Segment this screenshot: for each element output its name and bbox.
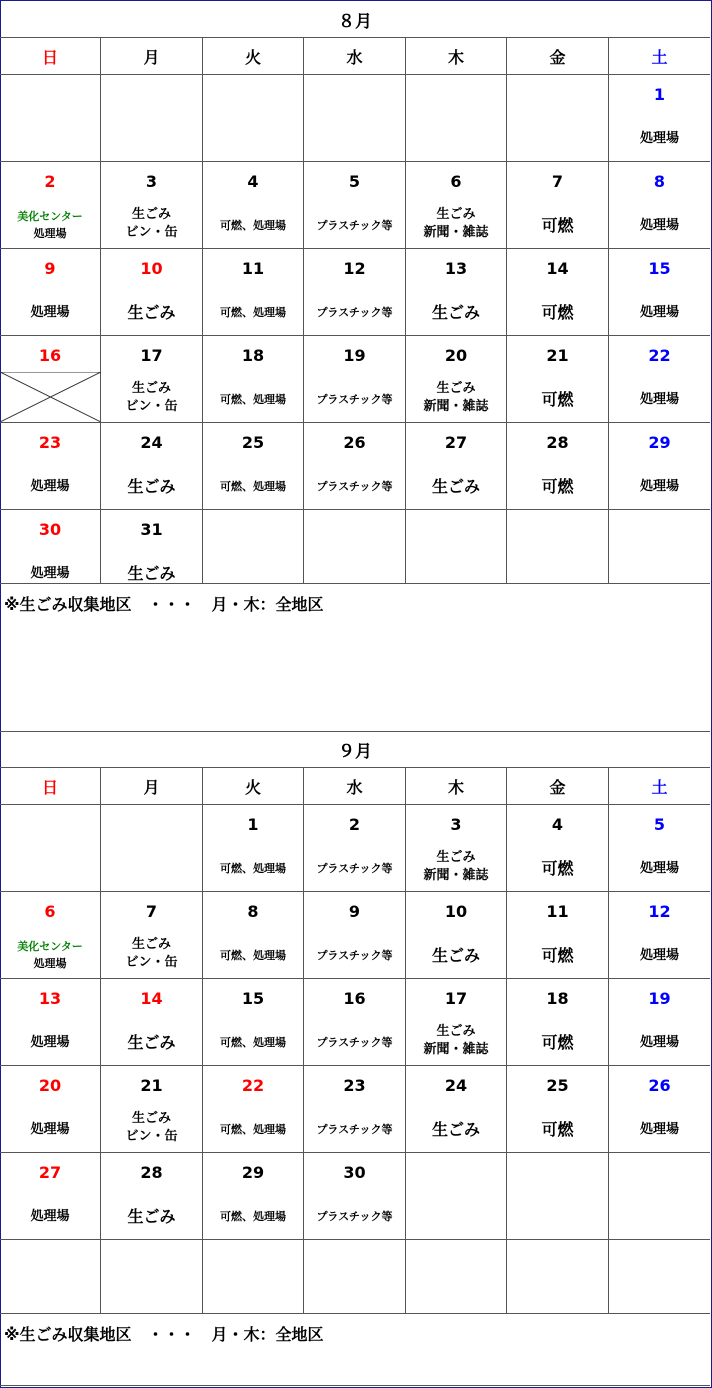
collection-label: 生ごみ	[127, 477, 176, 496]
day-number: 29	[241, 1163, 265, 1182]
august-calendar	[0, 1, 710, 732]
collection-label: プラスチック等	[316, 219, 393, 232]
collection-label: 可燃、処理場	[220, 219, 286, 232]
collection-label: 生ごみ	[436, 1024, 476, 1039]
day-number: 3	[145, 172, 158, 191]
calendar-grid	[0, 768, 710, 1314]
collection-label: プラスチック等	[316, 306, 393, 319]
collection-label: 可燃、処理場	[220, 1123, 286, 1136]
day-number: 13	[444, 259, 468, 278]
collection-label: 可燃	[541, 477, 574, 496]
collection-label: 可燃	[541, 303, 574, 322]
collection-label: ビン・缶	[125, 399, 178, 414]
day-number: 31	[140, 520, 163, 539]
day-cell	[203, 249, 304, 336]
collection-label: 処理場	[639, 1035, 679, 1050]
collection-label: 新聞・雑誌	[423, 1042, 489, 1057]
day-number: 4	[247, 172, 259, 191]
day-number: 12	[648, 902, 671, 921]
day-number: 8	[247, 902, 259, 921]
collection-label: 可燃	[541, 946, 574, 965]
day-cell	[507, 162, 609, 249]
day-cell	[101, 336, 203, 423]
day-cell	[304, 336, 406, 423]
day-cell	[0, 75, 101, 162]
weekday-header: 水	[304, 768, 406, 805]
day-cell	[304, 979, 406, 1066]
day-number: 5	[348, 172, 361, 191]
weekday-header: 月	[101, 38, 203, 75]
day-number: 8	[653, 172, 666, 191]
day-cell	[507, 1153, 609, 1240]
weekday-header: 水	[304, 38, 406, 75]
day-number: 30	[343, 1163, 366, 1182]
day-cell	[609, 336, 710, 423]
collection-label: 処理場	[30, 1122, 70, 1137]
day-cell	[609, 979, 710, 1066]
day-cell	[0, 423, 101, 510]
day-cell	[609, 75, 710, 162]
day-cell	[406, 423, 507, 510]
day-cell	[203, 1153, 304, 1240]
collection-label: プラスチック等	[316, 949, 393, 962]
day-number: 16	[343, 989, 366, 1008]
collection-label: ビン・缶	[125, 225, 178, 240]
day-number: 20	[38, 1076, 62, 1095]
collection-label: 処理場	[639, 131, 679, 146]
day-number: 4	[551, 815, 564, 834]
collection-label: 処理場	[639, 392, 679, 407]
day-cell	[0, 892, 101, 979]
collection-label: プラスチック等	[316, 480, 393, 493]
day-number: 2	[348, 815, 361, 834]
day-cell	[406, 75, 507, 162]
collection-label: プラスチック等	[316, 1036, 393, 1049]
day-cell	[101, 1066, 203, 1153]
collection-label: 生ごみ	[436, 381, 476, 396]
collection-label: 新聞・雑誌	[423, 399, 489, 414]
day-number: 6	[44, 902, 56, 921]
collection-area-note: ※生ごみ収集地区 ・・・ 月・木：全地区	[0, 584, 710, 732]
collection-label: 可燃、処理場	[220, 1036, 286, 1049]
collection-label: 処理場	[639, 861, 679, 876]
day-number: 15	[648, 259, 671, 278]
day-number: 24	[140, 433, 163, 452]
collection-label: 処理場	[639, 218, 679, 233]
collection-label: 可燃、処理場	[220, 862, 286, 875]
day-cell	[304, 162, 406, 249]
collection-label: プラスチック等	[316, 1210, 393, 1223]
day-number: 28	[546, 433, 569, 452]
collection-label: 生ごみ	[131, 1111, 171, 1126]
day-cell	[0, 805, 101, 892]
day-number: 26	[343, 433, 366, 452]
day-number: 23	[343, 1076, 366, 1095]
day-number: 5	[653, 815, 666, 834]
day-cell	[101, 892, 203, 979]
collection-label: 生ごみ	[431, 303, 480, 322]
day-number: 26	[648, 1076, 671, 1095]
day-number: 30	[38, 520, 62, 539]
day-number: 25	[241, 433, 265, 452]
day-number: 15	[241, 989, 265, 1008]
day-cell	[406, 1153, 507, 1240]
day-cell	[101, 75, 203, 162]
day-cell	[406, 805, 507, 892]
day-cell	[507, 979, 609, 1066]
day-cell	[609, 423, 710, 510]
collection-label: 処理場	[30, 1209, 70, 1224]
day-cell	[609, 249, 710, 336]
collection-label: 可燃、処理場	[220, 949, 286, 962]
weekday-header: 月	[101, 768, 203, 805]
collection-label: プラスチック等	[316, 862, 393, 875]
day-number: 1	[653, 85, 666, 104]
collection-label: 生ごみ	[431, 477, 480, 496]
day-cell	[304, 510, 406, 584]
collection-label: プラスチック等	[316, 1123, 393, 1136]
weekday-header: 日	[0, 768, 101, 805]
collection-label: 生ごみ	[431, 1120, 480, 1139]
day-number: 28	[140, 1163, 163, 1182]
day-number: 18	[546, 989, 569, 1008]
collection-label: 可燃	[541, 390, 574, 409]
day-cell	[0, 1240, 101, 1314]
collection-label: 処理場	[30, 479, 70, 494]
day-cell	[507, 1240, 609, 1314]
day-number: 14	[140, 989, 163, 1008]
day-cell	[203, 979, 304, 1066]
day-cell	[304, 423, 406, 510]
collection-label: 可燃	[541, 859, 574, 878]
day-cell	[507, 249, 609, 336]
day-cell	[609, 510, 710, 584]
day-cell	[101, 1153, 203, 1240]
day-cell	[203, 75, 304, 162]
collection-label: 処理場	[30, 566, 70, 581]
day-number: 9	[44, 259, 56, 278]
day-number: 27	[444, 433, 468, 452]
weekday-header: 金	[507, 38, 609, 75]
collection-label: 生ごみ	[127, 564, 176, 583]
day-cell	[304, 805, 406, 892]
day-cell	[101, 249, 203, 336]
day-number: 17	[444, 989, 468, 1008]
collection-label: 処理場	[33, 227, 67, 240]
collection-label: プラスチック等	[316, 393, 393, 406]
day-number: 16	[38, 346, 62, 365]
day-number: 19	[648, 989, 671, 1008]
day-number: 27	[38, 1163, 62, 1182]
collection-label: 処理場	[33, 957, 67, 970]
collection-label: 生ごみ	[431, 946, 480, 965]
day-number: 29	[648, 433, 671, 452]
day-cell	[507, 75, 609, 162]
day-number: 10	[444, 902, 468, 921]
day-cell	[406, 162, 507, 249]
day-number: 25	[546, 1076, 569, 1095]
day-number: 21	[546, 346, 569, 365]
weekday-header: 木	[406, 38, 507, 75]
collection-label: 可燃、処理場	[220, 1210, 286, 1223]
day-cell	[304, 892, 406, 979]
day-cell	[101, 1240, 203, 1314]
day-number: 23	[38, 433, 62, 452]
collection-label: 処理場	[639, 305, 679, 320]
collection-label: 生ごみ	[131, 381, 171, 396]
day-cell	[101, 423, 203, 510]
collection-label: 可燃	[541, 216, 574, 235]
day-number: 19	[343, 346, 366, 365]
collection-label: ビン・缶	[125, 1129, 178, 1144]
day-cell	[609, 805, 710, 892]
day-number: 10	[140, 259, 163, 278]
day-cell	[406, 1066, 507, 1153]
collection-label: 新聞・雑誌	[423, 225, 489, 240]
day-cell	[0, 979, 101, 1066]
collection-label: 処理場	[639, 948, 679, 963]
day-cell	[0, 162, 101, 249]
day-cell	[0, 1153, 101, 1240]
day-number: 24	[444, 1076, 468, 1095]
day-number: 14	[546, 259, 569, 278]
collection-label: 可燃	[541, 1033, 574, 1052]
weekday-header: 土	[609, 768, 710, 805]
day-cell	[406, 336, 507, 423]
day-cell	[0, 1066, 101, 1153]
day-cell	[304, 1066, 406, 1153]
collection-label: 美化センター	[17, 940, 83, 953]
day-cell	[203, 336, 304, 423]
day-cell	[203, 1066, 304, 1153]
day-cell	[609, 1153, 710, 1240]
day-cell	[507, 510, 609, 584]
day-cell	[507, 805, 609, 892]
day-cell	[0, 510, 101, 584]
day-number: 18	[241, 346, 265, 365]
weekday-header: 木	[406, 768, 507, 805]
collection-label: 生ごみ	[127, 1033, 176, 1052]
day-cell	[507, 1066, 609, 1153]
collection-label: 処理場	[639, 1122, 679, 1137]
day-number: 17	[140, 346, 163, 365]
weekday-header: 火	[203, 768, 304, 805]
day-cell	[101, 162, 203, 249]
collection-label: 生ごみ	[131, 937, 171, 952]
collection-label: 可燃、処理場	[220, 480, 286, 493]
day-cell	[304, 75, 406, 162]
day-number: 20	[444, 346, 468, 365]
month-title: ９月	[0, 731, 710, 768]
day-cell	[101, 510, 203, 584]
day-cell	[507, 892, 609, 979]
weekday-header: 土	[609, 38, 710, 75]
day-cell	[203, 510, 304, 584]
cross-mark-icon	[0, 372, 101, 422]
day-cell	[304, 249, 406, 336]
day-cell	[203, 1240, 304, 1314]
collection-label: 処理場	[639, 479, 679, 494]
collection-label: 生ごみ	[127, 303, 176, 322]
day-cell	[507, 423, 609, 510]
collection-label: 可燃	[541, 1120, 574, 1139]
day-number: 1	[247, 815, 259, 834]
day-cell	[406, 892, 507, 979]
day-cell	[304, 1240, 406, 1314]
day-number: 2	[44, 172, 56, 191]
collection-label: ビン・缶	[125, 955, 178, 970]
day-number: 11	[241, 259, 265, 278]
collection-label: 生ごみ	[436, 207, 476, 222]
month-title: ８月	[0, 1, 710, 38]
day-number: 22	[648, 346, 671, 365]
day-cell	[406, 1240, 507, 1314]
day-number: 7	[145, 902, 158, 921]
day-cell	[203, 423, 304, 510]
weekday-header: 日	[0, 38, 101, 75]
day-cell	[406, 249, 507, 336]
day-cell	[609, 1240, 710, 1314]
day-number: 11	[546, 902, 569, 921]
day-cell	[203, 892, 304, 979]
collection-label: 美化センター	[17, 210, 83, 223]
day-cell	[609, 1066, 710, 1153]
day-cell	[507, 336, 609, 423]
day-cell	[406, 510, 507, 584]
day-number: 3	[450, 815, 462, 834]
collection-label: 生ごみ	[127, 1207, 176, 1226]
day-cell	[304, 1153, 406, 1240]
weekday-header: 金	[507, 768, 609, 805]
day-number: 13	[38, 989, 62, 1008]
collection-label: 処理場	[30, 1035, 70, 1050]
collection-label: 可燃、処理場	[220, 393, 286, 406]
day-number: 9	[348, 902, 361, 921]
day-cell	[0, 249, 101, 336]
collection-label: 可燃、処理場	[220, 306, 286, 319]
day-cell	[406, 979, 507, 1066]
day-cell	[203, 162, 304, 249]
calendar-grid	[0, 38, 710, 584]
collection-label: 生ごみ	[131, 207, 171, 222]
collection-label: 新聞・雑誌	[423, 868, 489, 883]
day-cell	[101, 979, 203, 1066]
day-cell	[101, 805, 203, 892]
day-number: 7	[551, 172, 564, 191]
day-number: 22	[241, 1076, 265, 1095]
day-cell	[203, 805, 304, 892]
weekday-header: 火	[203, 38, 304, 75]
collection-label: 生ごみ	[436, 850, 476, 865]
day-number: 21	[140, 1076, 163, 1095]
collection-area-note: ※生ごみ収集地区 ・・・ 月・木：全地区	[0, 1314, 710, 1386]
day-cell	[609, 892, 710, 979]
september-calendar	[0, 731, 710, 1386]
day-number: 6	[450, 172, 462, 191]
day-cell	[609, 162, 710, 249]
day-cell	[0, 336, 101, 423]
collection-label: 処理場	[30, 305, 70, 320]
day-number: 12	[343, 259, 366, 278]
